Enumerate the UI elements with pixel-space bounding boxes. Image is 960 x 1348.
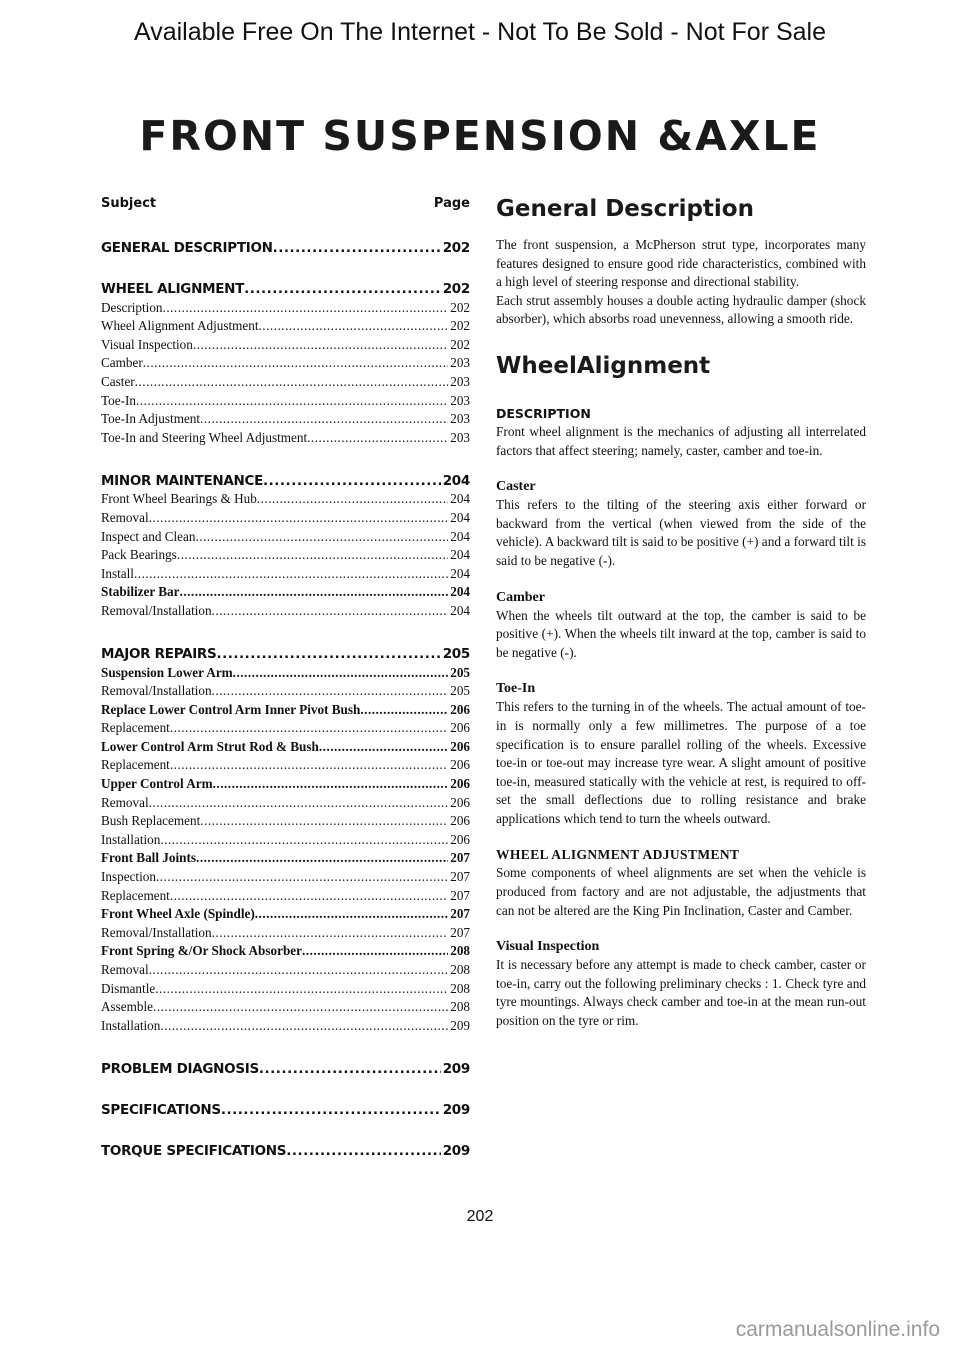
toc-entry-title: Inspection bbox=[101, 869, 156, 885]
toc-entry-row bbox=[101, 923, 470, 942]
toc-dot-leader bbox=[257, 490, 448, 508]
toc-entry-page: 203 bbox=[450, 355, 470, 371]
toc-entry-page: 206 bbox=[450, 720, 470, 736]
toc-entry-title: Replacement bbox=[101, 720, 170, 736]
toc-entry-title: Caster bbox=[101, 373, 135, 389]
toc-entry-title: Removal bbox=[101, 794, 149, 810]
toc-entry-title: Wheel Alignment Adjustment bbox=[101, 318, 259, 334]
toc-entry-row bbox=[101, 849, 470, 868]
toc-dot-leader bbox=[273, 239, 441, 257]
toc-entry-page: 209 bbox=[442, 1142, 470, 1159]
toc-entry-row bbox=[101, 372, 470, 391]
toc-section-row bbox=[101, 1135, 470, 1160]
toc-entry-row bbox=[101, 490, 470, 509]
toc-entry-title: Removal bbox=[101, 962, 149, 977]
toc-entry-row bbox=[101, 830, 470, 849]
toc-entry-title: Dismantle bbox=[101, 980, 156, 996]
toc-entry-title: Removal/Installation bbox=[101, 683, 212, 699]
toc-dot-leader bbox=[149, 509, 449, 527]
toc-entry-title: Description bbox=[101, 299, 163, 315]
toc-entry-row bbox=[101, 700, 470, 719]
toc-dot-leader bbox=[163, 299, 449, 317]
toc-entry-row bbox=[101, 298, 470, 317]
toc-entry-title: Camber bbox=[101, 355, 143, 371]
toc-dot-leader bbox=[244, 280, 441, 298]
toc-entry-title: Front Ball Joints bbox=[101, 850, 197, 866]
visual-inspection-heading: Visual Inspection bbox=[496, 939, 600, 955]
toc-entry-page: 204 bbox=[450, 584, 470, 600]
toc-rows bbox=[101, 232, 470, 1160]
toc-dot-leader bbox=[360, 701, 448, 719]
toc-dot-leader bbox=[212, 602, 449, 620]
table-of-contents bbox=[101, 196, 470, 1160]
toc-dot-leader bbox=[255, 905, 448, 923]
toc-entry-title: Front Spring &/Or Shock Absorber bbox=[101, 943, 303, 959]
toc-entry-title: Upper Control Arm bbox=[101, 776, 213, 792]
general-description-heading: General Description bbox=[496, 196, 754, 222]
toc-entry-page: 208 bbox=[450, 980, 470, 996]
toc-entry-page: 207 bbox=[450, 850, 470, 866]
toc-entry-page: 203 bbox=[450, 373, 470, 389]
toc-entry-page: 204 bbox=[450, 602, 470, 618]
toc-entry-page: 207 bbox=[450, 869, 470, 885]
toc-entry-title: Removal bbox=[101, 509, 149, 525]
toc-entry-row bbox=[101, 719, 470, 738]
general-description-paragraph-1: The front suspension, a McPherson strut type, incorporates many features designed to ensure good ride characteristics, combined with a high level of steering response and directional stability. bbox=[496, 237, 866, 290]
toc-entry-page: 204 bbox=[442, 472, 470, 489]
website-watermark: carmanualsonline.info bbox=[735, 1318, 940, 1341]
toc-entry-page: 209 bbox=[442, 1101, 470, 1118]
toc-entry-title: Removal/Installation bbox=[101, 602, 212, 618]
toc-entry-row bbox=[101, 391, 470, 410]
toc-entry-page: 208 bbox=[450, 943, 470, 959]
toc-entry-page: 206 bbox=[450, 794, 470, 810]
toc-entry-page: 204 bbox=[450, 565, 470, 581]
toc-dot-leader bbox=[149, 961, 449, 979]
toc-dot-leader bbox=[177, 546, 448, 564]
toc-header bbox=[101, 196, 470, 222]
toc-dot-leader bbox=[134, 565, 448, 583]
toc-dot-leader bbox=[213, 775, 449, 793]
toc-entry-title: Toe-In bbox=[101, 392, 136, 408]
toc-entry-row bbox=[101, 428, 470, 447]
toc-entry-row bbox=[101, 737, 470, 756]
toc-dot-leader bbox=[193, 336, 448, 354]
availability-banner: Available Free On The Internet - Not To Be Sold - Not For Sale bbox=[133, 18, 827, 46]
toc-dot-leader bbox=[307, 429, 448, 447]
toc-entry-page: 205 bbox=[450, 683, 470, 699]
toc-dot-leader bbox=[135, 373, 449, 391]
toc-entry-row bbox=[101, 979, 470, 998]
toc-entry-row bbox=[101, 998, 470, 1017]
toc-entry-row bbox=[101, 812, 470, 831]
toc-entry-page: 208 bbox=[450, 999, 470, 1015]
toc-dot-leader bbox=[286, 1142, 441, 1160]
toc-dot-leader bbox=[200, 812, 448, 830]
page-title: FRONT SUSPENSION &AXLE bbox=[139, 112, 821, 160]
toc-dot-leader bbox=[180, 583, 449, 601]
toc-entry-row bbox=[101, 682, 470, 701]
toc-entry-page: 204 bbox=[450, 509, 470, 525]
toc-entry-page: 206 bbox=[450, 831, 470, 847]
toc-entry-row bbox=[101, 905, 470, 924]
toc-entry-title: Removal/Installation bbox=[101, 924, 212, 940]
toc-dot-leader bbox=[170, 719, 448, 737]
toc-entry-page: 207 bbox=[450, 906, 470, 922]
toc-entry-title: Pack Bearings bbox=[101, 547, 177, 563]
toc-entry-page: 205 bbox=[442, 645, 470, 662]
wheel-alignment-adjustment-heading: WHEEL ALIGNMENT ADJUSTMENT bbox=[496, 847, 740, 863]
toc-page-label: Page bbox=[433, 196, 470, 211]
toc-entry-page: 202 bbox=[450, 336, 470, 352]
general-description-paragraph-2: Each strut assembly houses a double acting hydraulic damper (shock absorber), which absorbs road unevenness, allowing a smooth ride. bbox=[496, 292, 866, 327]
toc-entry-row bbox=[101, 583, 470, 602]
toc-entry-title: MINOR MAINTENANCE bbox=[101, 472, 264, 489]
content-column bbox=[496, 196, 866, 1031]
toc-subject-label: Subject bbox=[101, 196, 157, 211]
caster-paragraph: This refers to the tilting of the steering axis either forward or backward from the vertical (when viewed from the side of the vehicle). A backward tilt is said to be positive (+) and a forward tilt is said to be negative (-). bbox=[496, 497, 866, 568]
toc-entry-row bbox=[101, 508, 470, 527]
toc-entry-title: Visual Inspection bbox=[101, 336, 193, 352]
toc-entry-page: 203 bbox=[450, 411, 470, 427]
toc-entry-title: PROBLEM DIAGNOSIS bbox=[101, 1060, 259, 1077]
toc-entry-title: Install bbox=[101, 565, 134, 581]
toc-entry-page: 207 bbox=[450, 924, 470, 940]
toc-entry-row bbox=[101, 601, 470, 620]
toc-entry-page: 202 bbox=[450, 318, 470, 334]
toc-dot-leader bbox=[259, 1060, 441, 1078]
toc-dot-leader bbox=[259, 317, 449, 335]
toc-dot-leader bbox=[195, 528, 448, 546]
toe-in-heading: Toe-In bbox=[496, 681, 536, 697]
toc-dot-leader bbox=[155, 980, 448, 998]
toc-entry-title: Installation bbox=[101, 831, 161, 847]
toc-section-row bbox=[101, 273, 470, 298]
toc-entry-title: Replacement bbox=[101, 757, 170, 773]
toc-entry-title: Stabilizer Bar bbox=[101, 584, 180, 600]
description-paragraph: Front wheel alignment is the mechanics of adjusting all interrelated factors that affect steering; namely, caster, camber and toe-in. bbox=[496, 423, 866, 458]
toc-dot-leader bbox=[221, 1101, 441, 1119]
toc-entry-page: 209 bbox=[450, 1017, 470, 1033]
toc-dot-leader bbox=[212, 924, 449, 942]
toc-entry-title: Front Wheel Bearings & Hub bbox=[101, 491, 257, 507]
toc-entry-page: 204 bbox=[450, 547, 470, 563]
toc-entry-title: SPECIFICATIONS bbox=[101, 1101, 221, 1118]
toc-dot-leader bbox=[153, 998, 448, 1016]
toc-dot-leader bbox=[156, 868, 448, 886]
toc-entry-page: 203 bbox=[450, 429, 470, 445]
toc-entry-page: 202 bbox=[442, 240, 470, 256]
caster-heading: Caster bbox=[496, 479, 536, 495]
camber-heading: Camber bbox=[496, 589, 545, 605]
toc-entry-page: 208 bbox=[450, 962, 470, 977]
toc-entry-title: Assemble bbox=[101, 999, 154, 1015]
toc-entry-title: GENERAL DESCRIPTION bbox=[101, 240, 273, 256]
toc-dot-leader bbox=[319, 738, 448, 756]
toc-entry-page: 209 bbox=[442, 1060, 470, 1077]
toc-entry-row bbox=[101, 546, 470, 565]
toc-entry-row bbox=[101, 663, 470, 682]
toc-dot-leader bbox=[160, 1017, 448, 1035]
toc-entry-row bbox=[101, 317, 470, 336]
toc-entry-title: WHEEL ALIGNMENT bbox=[101, 281, 245, 297]
toc-entry-page: 202 bbox=[450, 299, 470, 315]
toc-entry-page: 207 bbox=[450, 887, 470, 903]
toc-entry-page: 203 bbox=[450, 392, 470, 408]
toc-section-row bbox=[101, 1094, 470, 1119]
toc-dot-leader bbox=[302, 942, 448, 960]
wheel-alignment-adjustment-paragraph: Some components of wheel alignments are set when the vehicle is produced from factory and are not adjustable, the adjustments that can not be altered are the King Pin Inclination, Caster and Camber. bbox=[496, 865, 866, 918]
toc-entry-row bbox=[101, 960, 470, 979]
description-heading: DESCRIPTION bbox=[496, 405, 591, 421]
toc-entry-row bbox=[101, 886, 470, 905]
toc-dot-leader bbox=[212, 682, 449, 700]
toc-entry-title: Toe-In Adjustment bbox=[101, 411, 201, 427]
toc-entry-row bbox=[101, 1016, 470, 1035]
toc-dot-leader bbox=[233, 664, 449, 682]
toc-entry-page: 206 bbox=[450, 813, 470, 829]
toc-entry-title: TORQUE SPECIFICATIONS bbox=[101, 1142, 287, 1159]
toc-dot-leader bbox=[143, 354, 448, 372]
toc-entry-page: 202 bbox=[442, 281, 470, 297]
camber-paragraph: When the wheels tilt outward at the top, the camber is said to be positive (+). When the wheels tilt inward at the top, camber is said to be negative (-). bbox=[496, 607, 866, 660]
toc-entry-row bbox=[101, 774, 470, 793]
toc-entry-row bbox=[101, 564, 470, 583]
toc-entry-title: MAJOR REPAIRS bbox=[101, 645, 217, 662]
toc-entry-row bbox=[101, 335, 470, 354]
toc-dot-leader bbox=[263, 472, 441, 490]
toc-entry-page: 206 bbox=[450, 738, 470, 754]
toc-entry-row bbox=[101, 867, 470, 886]
toc-entry-title: Front Wheel Axle (Spindle) bbox=[101, 906, 255, 922]
toc-section-row bbox=[101, 638, 470, 663]
toc-entry-row bbox=[101, 354, 470, 373]
toc-entry-row bbox=[101, 793, 470, 812]
toc-entry-row bbox=[101, 756, 470, 775]
toc-entry-title: Replace Lower Control Arm Inner Pivot Bush bbox=[101, 701, 361, 717]
toc-dot-leader bbox=[200, 410, 448, 428]
toc-section-row bbox=[101, 232, 470, 257]
wheel-alignment-heading: WheelAlignment bbox=[496, 352, 711, 379]
toc-section-row bbox=[101, 465, 470, 490]
toc-dot-leader bbox=[136, 392, 448, 410]
toc-entry-page: 206 bbox=[450, 701, 470, 717]
toc-entry-title: Inspect and Clean bbox=[101, 528, 196, 544]
toc-section-row bbox=[101, 1053, 470, 1078]
toc-entry-title: Bush Replacement bbox=[101, 813, 201, 829]
toc-entry-title: Suspension Lower Arm bbox=[101, 664, 233, 680]
toc-dot-leader bbox=[149, 794, 449, 812]
toc-entry-page: 206 bbox=[450, 757, 470, 773]
toc-entry-row bbox=[101, 410, 470, 429]
toc-dot-leader bbox=[196, 849, 448, 867]
toe-in-paragraph: This refers to the turning in of the wheels. The actual amount of toe-in is normally only a few millimetres. The purpose of a toe specification is to ensure parallel rolling of the wheels. Excessive toe-in or toe-out may increase tyre wear. A slight amount of positive toe-in, measured statically with the vehicle at rest, is required to off-set the small deflections due to rolling resistance and brake applications which tend to turn the wheels outward. bbox=[496, 699, 866, 826]
toc-entry-row bbox=[101, 527, 470, 546]
toc-entry-page: 206 bbox=[450, 776, 470, 792]
toc-dot-leader bbox=[170, 887, 448, 905]
toc-entry-title: Toe-In and Steering Wheel Adjustment bbox=[101, 429, 308, 445]
toc-entry-row bbox=[101, 942, 470, 961]
toc-dot-leader bbox=[170, 756, 448, 774]
toc-dot-leader bbox=[160, 831, 448, 849]
toc-entry-page: 204 bbox=[450, 528, 470, 544]
toc-entry-page: 204 bbox=[450, 491, 470, 507]
toc-entry-title: Lower Control Arm Strut Rod & Bush bbox=[101, 738, 319, 754]
toc-entry-title: Installation bbox=[101, 1017, 161, 1033]
toc-entry-title: Replacement bbox=[101, 887, 170, 903]
toc-entry-page: 205 bbox=[450, 664, 470, 680]
page-number: 202 bbox=[466, 1208, 494, 1225]
toc-dot-leader bbox=[216, 645, 440, 663]
visual-inspection-paragraph: It is necessary before any attempt is made to check camber, caster or toe-in, carry out the following preliminary checks : 1. Check tyre and tyre mountings. Always check camber and toe-in at the mean run-out position on the tyre or rim. bbox=[496, 957, 866, 1029]
